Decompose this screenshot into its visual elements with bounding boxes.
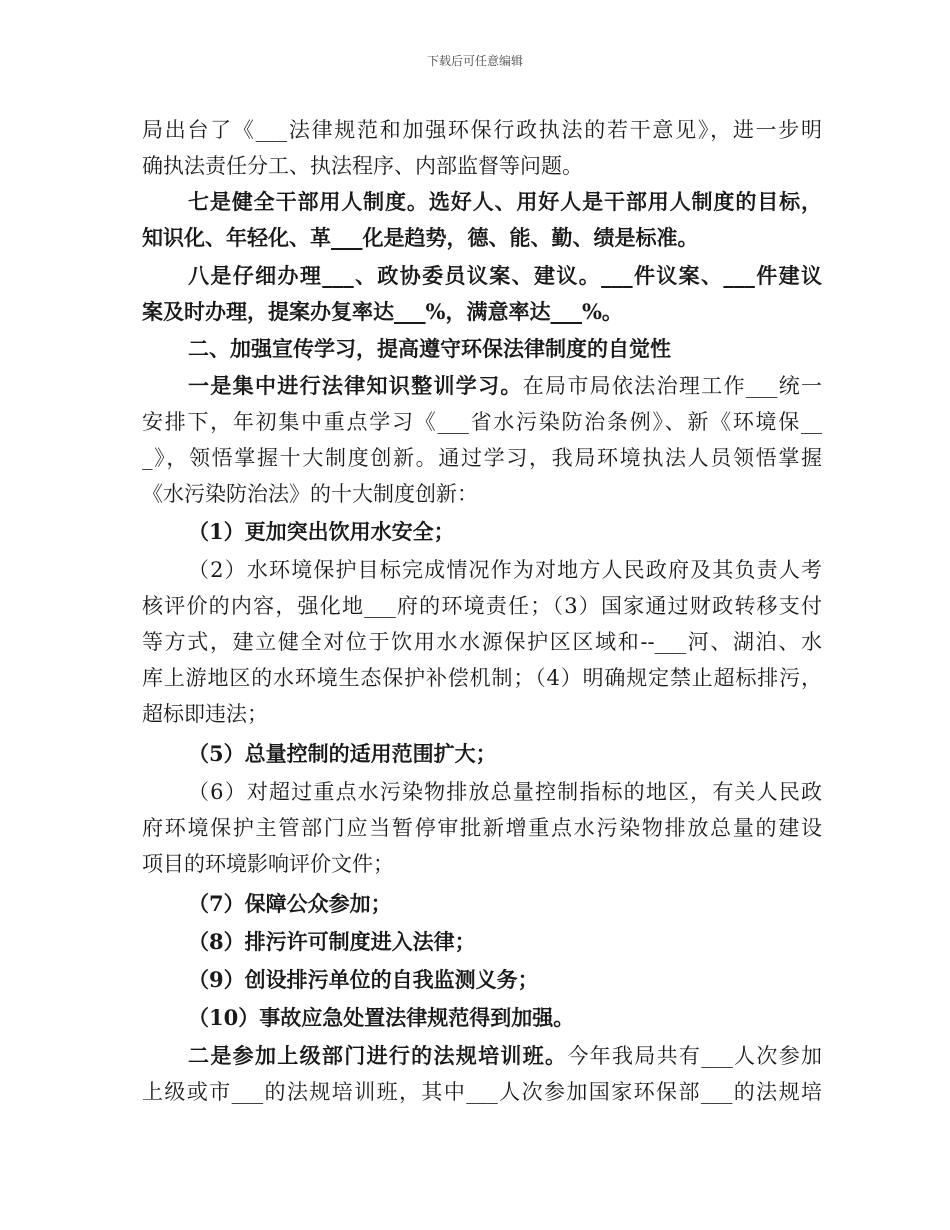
list-item: （5）总量控制的适用范围扩大； xyxy=(188,741,497,766)
paragraph-line-text: 今年我局共有___人次参加 xyxy=(567,1044,823,1068)
paragraph-line: 八是仔细办理___、政协委员议案、建议。___件议案、___件建议 xyxy=(188,263,822,288)
paragraph-line: 府环境保护主管部门应当暂停审批新增重点水污染物排放总量的建设 xyxy=(142,816,822,840)
paragraph-line-text: 在局市局依法治理工作___统一 xyxy=(522,374,823,398)
paragraph-line: _》，领悟掌握十大制度创新。通过学习，我局环境执法人员领悟掌握 xyxy=(142,446,822,470)
paragraph-line: 核评价的内容，强化地___府的环境责任；（3）国家通过财政转移支付 xyxy=(142,594,822,618)
paragraph-line: 知识化、年轻化、革___化是趋势，德、能、勤、绩是标准。 xyxy=(142,225,699,250)
lead-in-study: 一是集中进行法律知识整训学习。 xyxy=(188,373,523,398)
lead-in-training: 二是参加上级部门进行的法规培训班。 xyxy=(188,1043,568,1068)
section-heading: 二、加强宣传学习，提高遵守环保法律制度的自觉性 xyxy=(188,336,671,361)
list-item: （9）创设排污单位的自我监测义务； xyxy=(188,967,539,992)
paragraph-line: 等方式，建立健全对位于饮用水水源保护区区域和--___河、湖泊、水 xyxy=(142,630,822,654)
paragraph-line: 七是健全干部用人制度。选好人、用好人是干部用人制度的目标， xyxy=(188,189,822,214)
list-item: （10）事故应急处置法律规范得到加强。 xyxy=(188,1005,575,1030)
list-item: （2）水环境保护目标完成情况作为对地方人民政府及其负责人考 xyxy=(188,558,822,582)
paragraph-line: 确执法责任分工、执法程序、内部监督等问题。 xyxy=(142,154,583,178)
paragraph-line: 《水污染防治法》的十大制度创新： xyxy=(142,482,478,506)
paragraph-line: 项目的环境影响评价文件； xyxy=(142,852,394,876)
paragraph-line: 超标即违法； xyxy=(142,702,268,726)
paragraph-line: 安排下，年初集中重点学习《___省水污染防治条例》、新《环境保__ xyxy=(142,410,822,434)
paragraph-line: 库上游地区的水环境生态保护补偿机制；（4）明确规定禁止超标排污， xyxy=(142,666,822,690)
list-item: （8）排污许可制度进入法律； xyxy=(188,929,476,954)
paragraph-line: 上级或市___的法规培训班，其中___人次参加国家环保部___的法规培 xyxy=(142,1080,822,1104)
paragraph-line xyxy=(188,1038,822,1074)
paragraph-line: 案及时办理，提案办复率达___%，满意率达___%。 xyxy=(142,299,623,324)
page-header: 下载后可任意编辑 xyxy=(426,54,523,68)
list-item: （6）对超过重点水污染物排放总量控制指标的地区，有关人民政 xyxy=(188,780,822,804)
paragraph-line xyxy=(188,368,822,404)
list-item: （7）保障公众参加； xyxy=(188,891,392,916)
list-item: （1）更加突出饮用水安全； xyxy=(188,519,455,544)
paragraph-line: 局出台了《___法律规范和加强环保行政执法的若干意见》，进一步明 xyxy=(142,118,822,142)
